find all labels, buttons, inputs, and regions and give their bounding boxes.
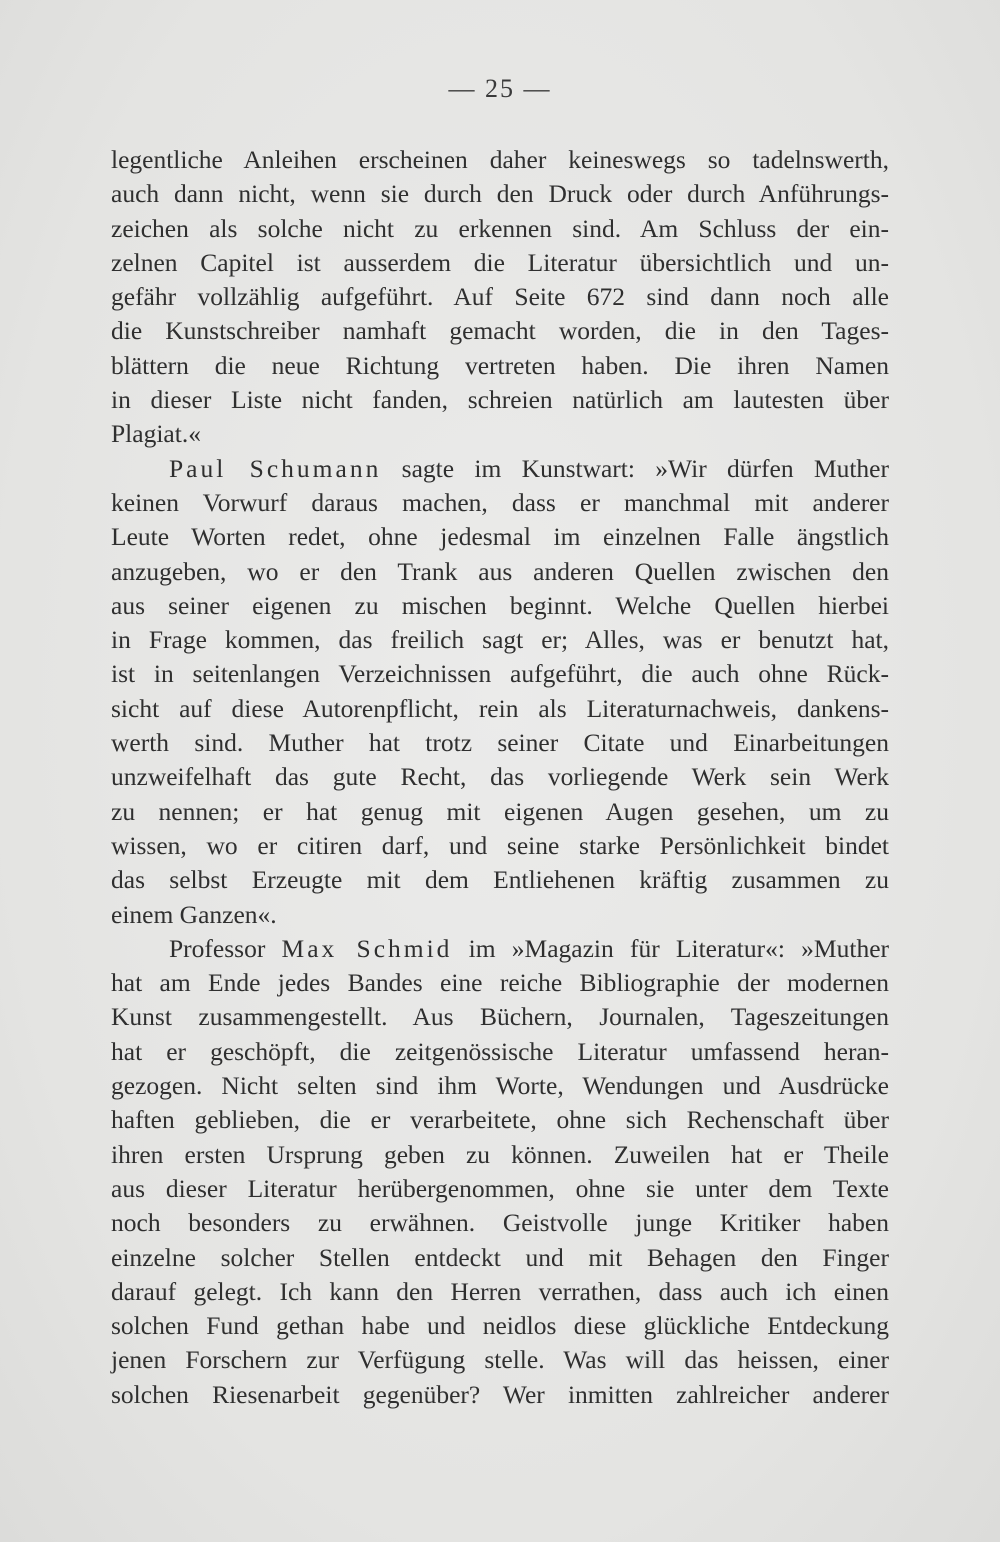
text-line: jenen Forschern zur Verfügung stelle. Was will das heissen, einer — [111, 1345, 889, 1375]
text-line: Kunst zusammengestellt. Aus Büchern, Journalen, Tageszeitungen — [111, 1002, 889, 1032]
text-line: hat er geschöpft, die zeitgenössische Literatur umfassend heran- — [111, 1036, 889, 1066]
text-line: ist in seitenlangen Verzeichnissen aufgeführt, die auch ohne Rück- — [111, 659, 889, 689]
text-line: noch besonders zu erwähnen. Geistvolle junge Kritiker haben — [111, 1208, 889, 1238]
text-line: darauf gelegt. Ich kann den Herren verrathen, dass auch ich einen — [111, 1276, 889, 1306]
text-line: einem Ganzen«. — [111, 899, 277, 929]
text-line: zelnen Capitel ist ausserdem die Literatur übersichtlich und un- — [111, 247, 889, 277]
text-line — [111, 932, 889, 966]
spaced-name: Paul Schumann — [169, 453, 382, 483]
text-line: aus dieser Literatur herübergenommen, ohne sie unter dem Texte — [111, 1173, 889, 1203]
text-line — [111, 452, 889, 486]
body-text — [111, 143, 889, 1412]
text-line: keinen Vorwurf daraus machen, dass er manchmal mit anderer — [111, 487, 889, 517]
text-line: haften geblieben, die er verarbeitete, ohne sich Rechenschaft über — [111, 1105, 889, 1135]
text-line: einzelne solcher Stellen entdeckt und mit Behagen den Finger — [111, 1242, 889, 1272]
text-line: die Kunstschreiber namhaft gemacht worden, die in den Tages- — [111, 316, 889, 346]
text-line: Plagiat.« — [111, 419, 201, 449]
text-line: in dieser Liste nicht fanden, schreien natürlich am lautesten über — [111, 385, 889, 415]
text-line: zeichen als solche nicht zu erkennen sind. Am Schluss der ein- — [111, 213, 889, 243]
text-line: solchen Fund gethan habe und neidlos diese glückliche Entdeckung — [111, 1311, 889, 1341]
text-line: gezogen. Nicht selten sind ihm Worte, Wendungen und Ausdrücke — [111, 1071, 889, 1101]
text-line: aus seiner eigenen zu mischen beginnt. Welche Quellen hierbei — [111, 590, 889, 620]
text-line: unzweifelhaft das gute Recht, das vorliegende Werk sein Werk — [111, 762, 889, 792]
line-text: sagte im Kunstwart: »Wir dürfen Muther — [381, 453, 889, 483]
text-line: ihren ersten Ursprung geben zu können. Zuweilen hat er Theile — [111, 1139, 889, 1169]
text-line: anzugeben, wo er den Trank aus anderen Quellen zwischen den — [111, 556, 889, 586]
text-line: gefähr vollzählig aufgeführt. Auf Seite 672 sind dann noch alle — [111, 282, 889, 312]
text-line: solchen Riesenarbeit gegenüber? Wer inmitten zahlreicher anderer — [111, 1379, 889, 1409]
text-line: legentliche Anleihen erscheinen daher keineswegs so tadelnswerth, — [111, 145, 889, 174]
line-text: Professor — [169, 933, 282, 963]
text-line: in Frage kommen, das freilich sagt er; Alles, was er benutzt hat, — [111, 625, 889, 655]
text-line: Leute Worten redet, ohne jedesmal im einzelnen Falle ängstlich — [111, 522, 889, 552]
text-line: auch dann nicht, wenn sie durch den Druck oder durch Anführungs- — [111, 179, 889, 209]
text-line: zu nennen; er hat genug mit eigenen Augen gesehen, um zu — [111, 796, 889, 826]
line-text: im »Magazin für Literatur«: »Muther — [452, 933, 889, 963]
text-line: das selbst Erzeugte mit dem Entliehenen kräftig zusammen zu — [111, 865, 889, 895]
text-line: sicht auf diese Autorenpflicht, rein als Literaturnachweis, dankens- — [111, 693, 889, 723]
text-line: wissen, wo er citiren darf, und seine starke Persönlichkeit bindet — [111, 830, 889, 860]
text-line: werth sind. Muther hat trotz seiner Citate und Einarbeitungen — [111, 728, 889, 758]
text-line: blättern die neue Richtung vertreten haben. Die ihren Namen — [111, 350, 889, 380]
text-line: hat am Ende jedes Bandes eine reiche Bibliographie der modernen — [111, 968, 889, 998]
page-number: — 25 — — [448, 74, 552, 103]
spaced-name: Max Schmid — [281, 933, 453, 963]
